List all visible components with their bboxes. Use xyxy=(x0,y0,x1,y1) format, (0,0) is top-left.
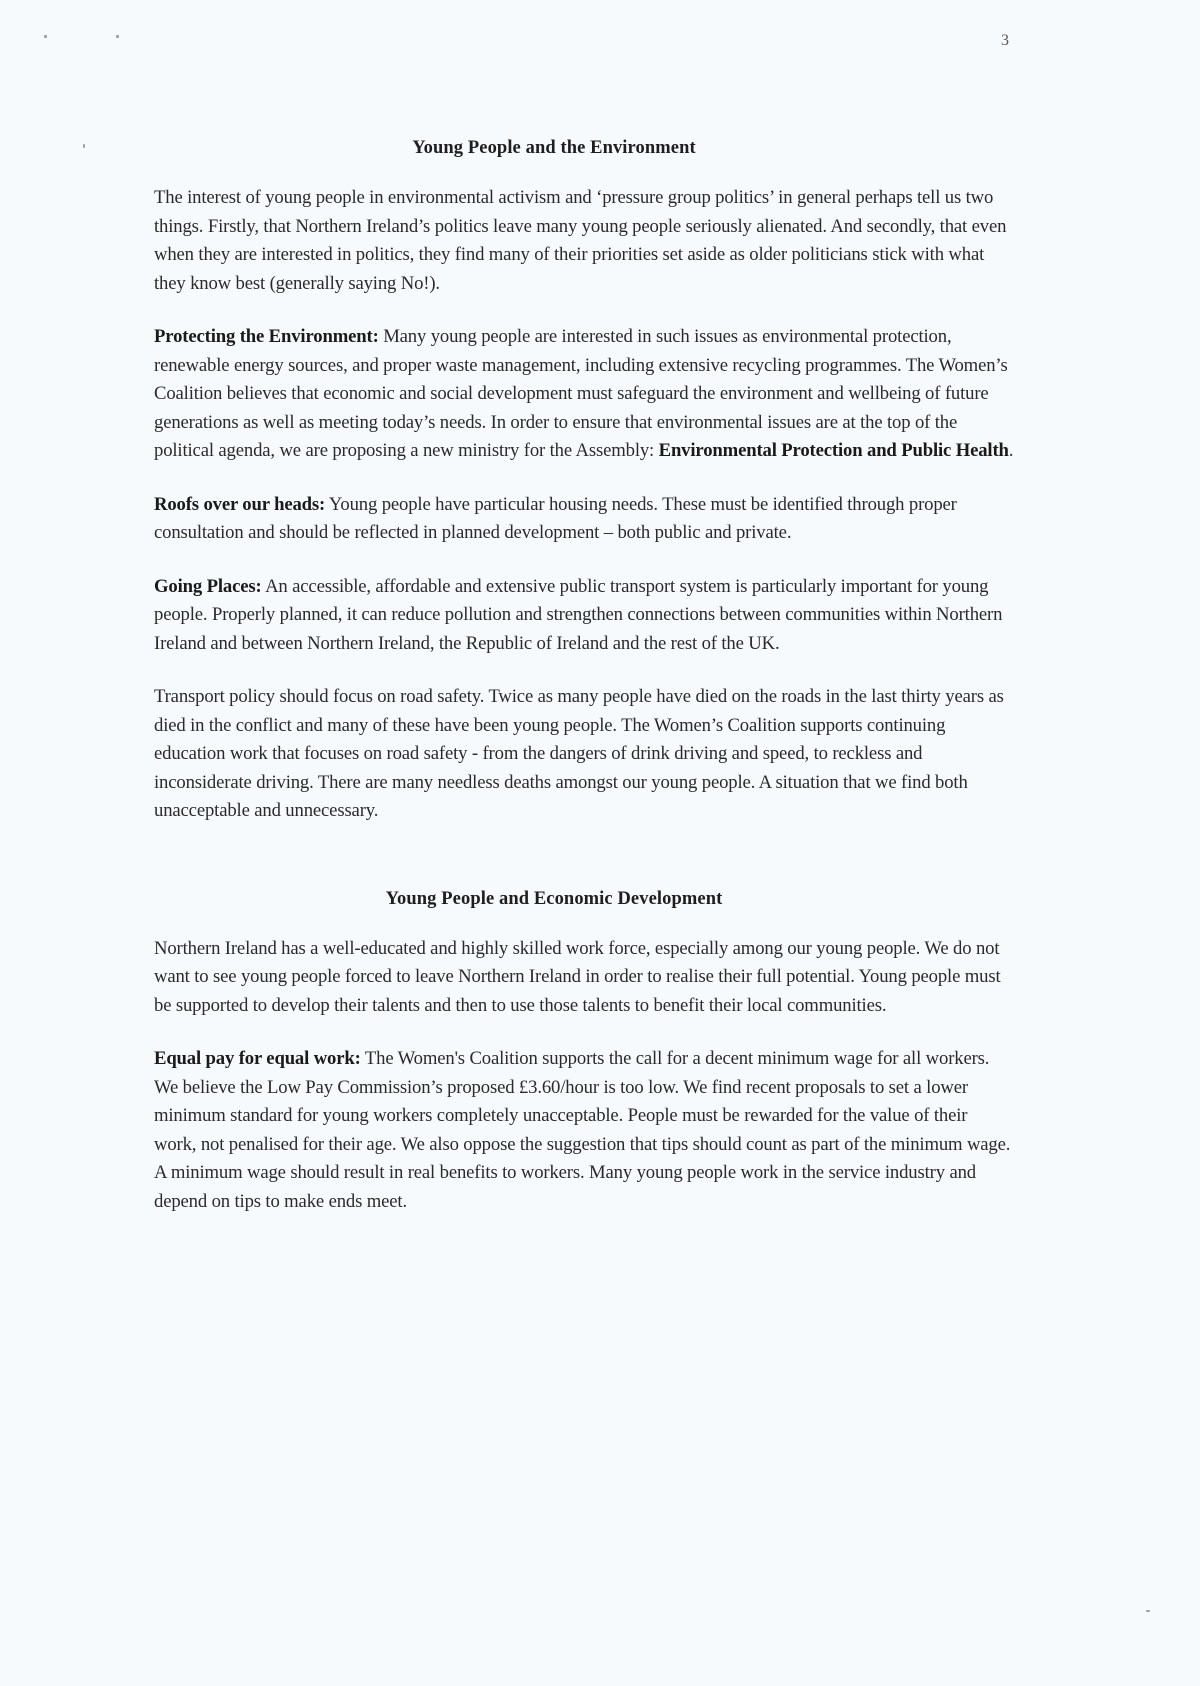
paragraph-roofs xyxy=(154,491,1014,548)
paragraph-lead: Equal pay for equal work: xyxy=(154,1048,361,1069)
section-title-economic: Young People and Economic Development xyxy=(385,888,723,909)
section-divider-space xyxy=(154,851,1014,889)
scan-speck xyxy=(116,35,119,38)
paragraph-protecting-environment xyxy=(154,323,1014,466)
paragraph-equal-pay xyxy=(154,1045,1014,1216)
page-number: 3 xyxy=(1001,32,1009,49)
paragraph-lead: Protecting the Environment: xyxy=(154,326,379,347)
section-title-environment: Young People and the Environment xyxy=(412,138,696,158)
paragraph-transport-policy: Transport policy should focus on road safety. Twice as many people have died on the roads in the last thirty years as died in the conflict and many of these have been young people. The Women’s Coalition supports continuing education work that focuses on road safety - from the dangers of drink driving and speed, to reckless and inconsiderate driving. There are many needless deaths amongst our young people. A situation that we find both unacceptable and unnecessary. xyxy=(154,686,1004,821)
paragraph-going-places xyxy=(154,573,1014,659)
ministry-name: Environmental Protection and Public Health xyxy=(658,440,1009,461)
paragraph-environment-intro: The interest of young people in environmental activism and ‘pressure group politics’ in general perhaps tell us two things. Firstly, that Northern Ireland’s politics leave many young people seriously alienated. And secondly, that even when they are interested in politics, they find many of their priorities set aside as older politicians stick with what they know best (generally saying No!). xyxy=(154,187,1007,294)
paragraph-lead: Going Places: xyxy=(154,575,262,597)
paragraph-text: Many young people are interested in such issues as environmental protection, renewable energy sources, and proper waste management, including extensive recycling programmes. The Women’s Coalition believes that economic and social development must safeguard the environment and wellbeing of future generations as well as meeting today’s needs. In order to ensure that environmental issues are at the top of the political agenda, we are proposing a new ministry for the Assembly: xyxy=(154,326,1008,461)
paragraph-economic-intro: Northern Ireland has a well-educated and highly skilled work force, especially among our young people. We do not want to see young people forced to leave Northern Ireland in order to realise their full potential. Young people must be supported to develop their talents and then to use those talents to benefit their local communities. xyxy=(154,937,1001,1016)
paragraph-end: . xyxy=(1008,440,1014,461)
scan-speck xyxy=(44,35,47,38)
paragraph-text: An accessible, affordable and extensive public transport system is particularly important for young people. Properly planned, it can reduce pollution and strengthen connections between communities within Northern Ireland and between Northern Ireland, the Republic of Ireland and the rest of the UK. xyxy=(154,575,1003,654)
scan-speck xyxy=(1146,1610,1150,1612)
paragraph-text: The Women's Coalition supports the call for a decent minimum wage for all workers. We believe the Low Pay Commission’s proposed £3.60/hour is too low. We find recent proposals to set a lower minimum standard for young workers completely unacceptable. People must be rewarded for the value of their work, not penalised for their age. We also oppose the suggestion that tips should count as part of the minimum wage. A minimum wage should result in real benefits to workers. Many young people work in the service industry and depend on tips to make ends meet. xyxy=(154,1048,1011,1212)
document-body xyxy=(154,138,1014,1241)
paragraph-lead: Roofs over our heads: xyxy=(154,493,326,515)
paragraph-text: Young people have particular housing needs. These must be identified through proper consultation and should be reflected in planned development – both public and private. xyxy=(154,493,957,543)
scan-speck xyxy=(83,144,85,148)
